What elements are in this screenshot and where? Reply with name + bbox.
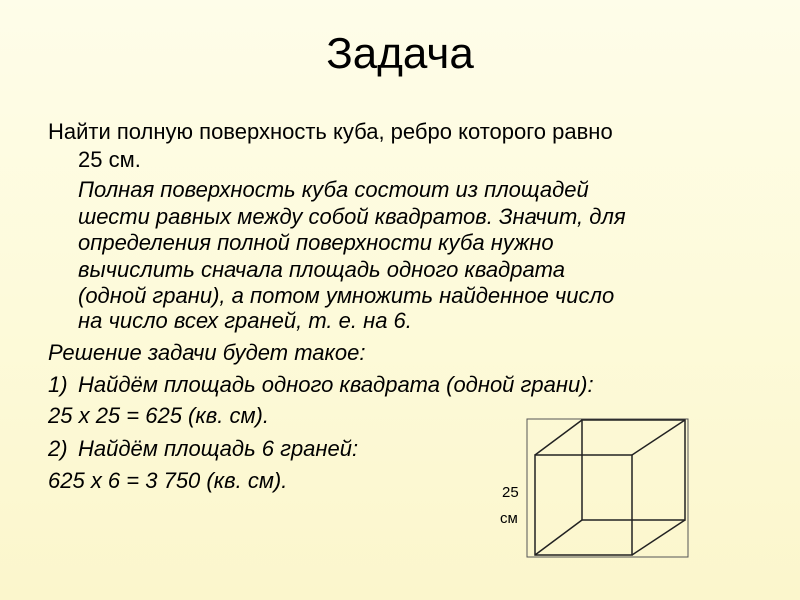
explanation-line: Полная поверхность куба состоит из площадей (78, 177, 589, 202)
explanation-line: определения полной поверхности куба нужно (78, 230, 554, 255)
step-2-marker: 2) (48, 436, 68, 461)
step-1-text: Найдём площадь одного квадрата (одной грани): (78, 372, 594, 397)
cube-back-face (582, 420, 685, 520)
explanation-line: шести равных между собой квадратов. Значит, для (78, 204, 626, 229)
step-2-result: 625 х 6 = 3 750 (кв. см). (48, 468, 288, 493)
problem-statement-line-2: 25 см. (78, 147, 141, 172)
step-1-marker: 1) (48, 372, 68, 397)
cube-edge-top-right (632, 420, 685, 455)
explanation-line: (одной грани), а потом умножить найденное число (78, 283, 615, 308)
explanation-line: вычислить сначала площадь одного квадрата (78, 257, 565, 282)
solution-intro: Решение задачи будет такое: (48, 340, 366, 365)
edge-length-unit: см (500, 510, 518, 527)
explanation-line: на число всех граней, т. е. на 6. (78, 308, 412, 333)
cube-front-face (535, 455, 632, 555)
cube-edge-bottom-left (535, 520, 582, 555)
cube-icon (520, 414, 695, 564)
step-1-result: 25 х 25 = 625 (кв. см). (48, 403, 269, 428)
problem-statement-line-1: Найти полную поверхность куба, ребро которого равно (48, 119, 613, 144)
step-2-text: Найдём площадь 6 граней: (78, 436, 359, 461)
slide-title: Задача (326, 29, 474, 78)
edge-length-value: 25 (502, 484, 519, 501)
cube-edge-bottom-right (632, 520, 685, 555)
cube-edge-top-left (535, 420, 582, 455)
figure-frame (527, 419, 688, 557)
